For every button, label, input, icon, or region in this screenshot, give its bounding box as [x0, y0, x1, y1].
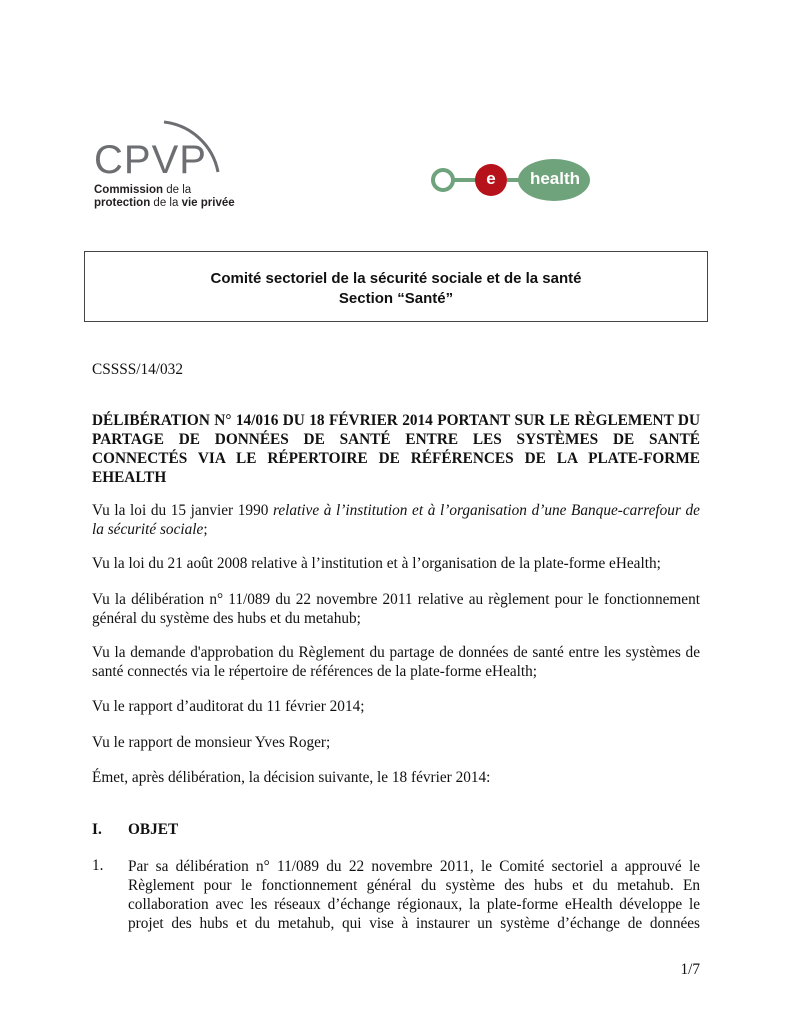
- ehealth-logo: [430, 158, 592, 204]
- visa-3: Vu la délibération n° 11/089 du 22 novembre 2011 relative au règlement pour le fonctionnement général du système des hubs et du metahub;: [92, 591, 700, 627]
- decision-statement: Émet, après délibération, la décision suivante, le 18 février 2014:: [92, 769, 491, 786]
- section-title: OBJET: [128, 821, 179, 838]
- section-subtitle: Section “Santé”: [338, 290, 454, 307]
- cpvp-subtitle: Commission de la protection de la vie privée: [94, 184, 235, 209]
- item-text: Par sa délibération n° 11/089 du 22 novembre 2011, le Comité sectoriel a approuvé le Règlement pour le fonctionnement général du système des hubs et du metahub. En collaboration avec les réseaux d’échange régionaux, la plate-forme eHealth développe le projet des hubs et du metahub, qui vise à instaurer un système d’échange de données: [128, 858, 700, 932]
- ehealth-label: health: [529, 169, 581, 188]
- cpvp-logo: [94, 110, 244, 220]
- cpvp-acronym: CPVP: [94, 138, 207, 182]
- committee-title: Comité sectoriel de la sécurité sociale et de la santé: [210, 270, 582, 287]
- section-number: I.: [92, 821, 102, 838]
- committee-title-box: [84, 251, 708, 322]
- visa-5: Vu le rapport d’auditorat du 11 février 2014;: [92, 698, 365, 715]
- item-number: 1.: [92, 857, 104, 874]
- deliberation-title: DÉLIBÉRATION N° 14/016 DU 18 FÉVRIER 2014 PORTANT SUR LE RÈGLEMENT DU PARTAGE DE DONNÉES DE SANTÉ ENTRE LES SYSTÈMES DE SANTÉ CONNECTÉS VIA LE RÉPERTOIRE DE RÉFÉRENCES DE LA PLATE-FORME EHEALTH: [92, 412, 700, 486]
- ehealth-e-label: e: [486, 169, 496, 188]
- visa-6: Vu le rapport de monsieur Yves Roger;: [92, 734, 331, 751]
- page-number: 1/7: [680, 961, 700, 978]
- visa-4: Vu la demande d'approbation du Règlement du partage de données de santé entre les systèmes de santé connectés via le répertoire de références de la plate-forme eHealth;: [92, 644, 700, 680]
- visa-2: Vu la loi du 21 août 2008 relative à l’institution et à l’organisation de la plate-forme eHealth;: [92, 555, 661, 572]
- visa-1: Vu la loi du 15 janvier 1990 relative à l’institution et à l’organisation d’une Banque-carrefour de la sécurité sociale;: [92, 502, 700, 538]
- reference-number: CSSSS/14/032: [92, 361, 183, 378]
